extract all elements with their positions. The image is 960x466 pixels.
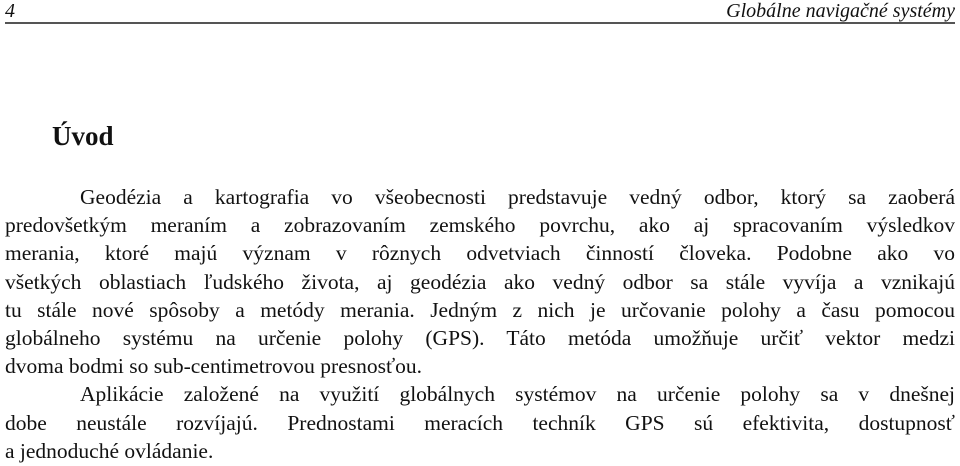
running-title: Globálne navigačné systémy bbox=[726, 0, 955, 22]
text-line: Geodézia a kartografia vo všeobecnosti predstavuje vedný odbor, ktorý sa zaoberá bbox=[80, 185, 955, 209]
text-line: tu stále nové spôsoby a metódy merania. Jedným z nich je určovanie polohy a času pomocou bbox=[5, 297, 955, 322]
text-line: dobe neustále rozvíjajú. Prednostami meracích techník GPS sú efektivita, dostupnosť bbox=[5, 410, 955, 435]
text-line: a jednoduché ovládanie. bbox=[5, 438, 214, 463]
paragraph bbox=[5, 380, 955, 465]
text-line: predovšetkým meraním a zobrazovaním zemského povrchu, ako aj spracovaním výsledkov bbox=[5, 213, 955, 238]
text-line: Aplikácie založené na využití globálnych systémov na určenie polohy sa v dnešnej bbox=[80, 382, 955, 407]
text-line: merania, ktoré majú význam v rôznych odvetviach činností človeka. Podobne ako vo bbox=[5, 241, 955, 266]
body-text bbox=[5, 183, 955, 465]
page-number: 4 bbox=[5, 0, 15, 22]
page-header bbox=[5, 0, 955, 24]
text-line: dvoma bodmi so sub-centimetrovou presnosťou. bbox=[5, 354, 423, 379]
section-title: Úvod bbox=[52, 121, 114, 151]
text-line: globálneho systému na určenie polohy (GPS). Táto metóda umožňuje určiť vektor medzi bbox=[5, 325, 955, 350]
text-line: všetkých oblastiach ľudského života, aj geodézia ako vedný odbor sa stále vyvíja a vznikajú bbox=[5, 269, 955, 294]
paragraph bbox=[5, 183, 955, 380]
